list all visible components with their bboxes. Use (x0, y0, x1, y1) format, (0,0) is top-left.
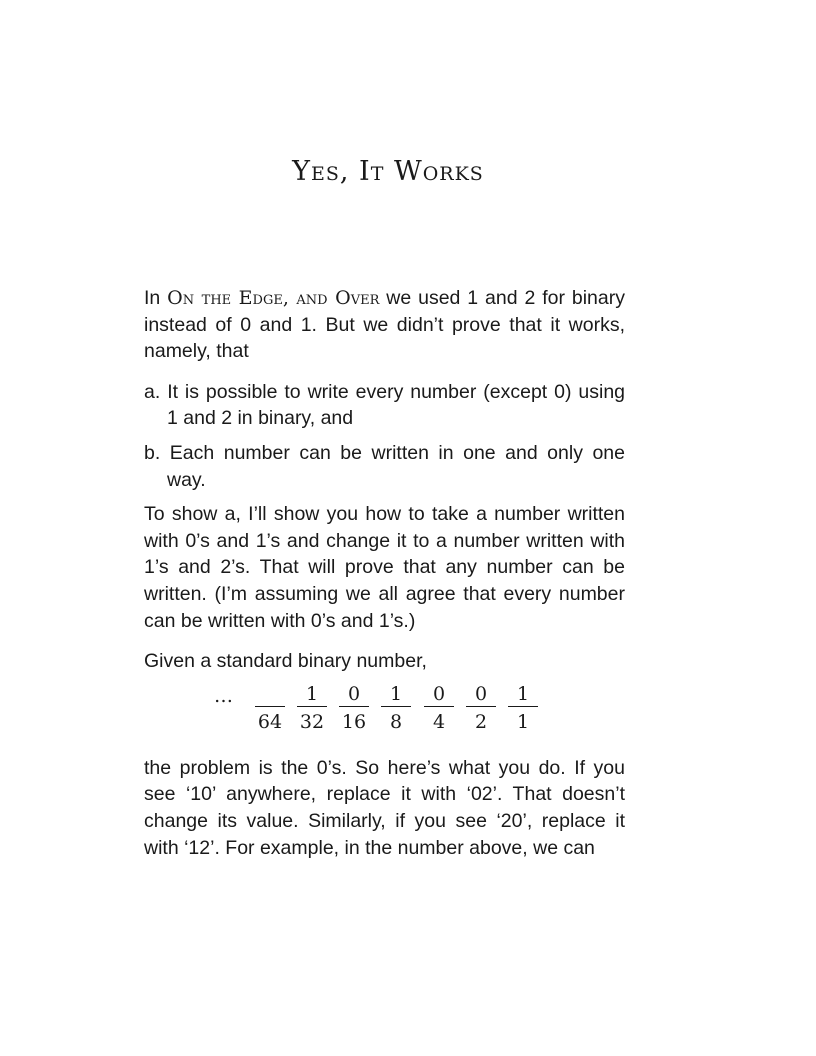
place-value: 4 (432, 710, 446, 733)
intro-rest: we used 1 and 2 for binary instead of 0 and 1. But we didn’t prove that it works, namely, that (144, 287, 625, 363)
page-title-text: Yes, It Works (292, 156, 484, 187)
place-2 (466, 683, 496, 735)
place-value: 2 (474, 710, 488, 733)
show-paragraph: To show a, I’ll show you how to take a number written with 0’s and 1’s and change it to a number written with 1’s and 2’s. That will prove that any number can be written. (I’m assuming we all agree that every number can be written with 0’s and 1’s.) (144, 503, 625, 632)
place-16 (339, 683, 369, 735)
place-digit: 1 (381, 683, 411, 707)
list-marker-a: a. (144, 380, 161, 403)
place-4 (424, 683, 454, 735)
place-digit (255, 683, 285, 707)
list-text-a: It is possible to write every number (except 0) using (167, 380, 626, 403)
place-digit: 0 (339, 683, 369, 707)
list-text-b-line2: way. (167, 468, 206, 491)
place-value: 16 (341, 710, 367, 733)
binary-number-diagram (144, 683, 625, 743)
list-text-a-line2: 1 and 2 in binary, and (167, 407, 354, 430)
place-digit: 0 (466, 683, 496, 707)
place-8 (381, 683, 411, 735)
place-value: 64 (257, 710, 283, 733)
place-digit: 1 (508, 683, 538, 707)
place-value: 8 (389, 710, 403, 733)
place-64 (255, 683, 285, 735)
place-digit: 0 (424, 683, 454, 707)
list-marker-b: b. (144, 441, 161, 464)
place-value: 1 (516, 710, 530, 733)
list-item-b (144, 440, 625, 493)
reference-title: On the Edge, and Over (167, 287, 380, 309)
page-title (0, 156, 776, 187)
intro-paragraph (144, 285, 625, 365)
list-item-a (144, 379, 625, 432)
place-32 (297, 683, 327, 735)
intro-lead: In (144, 287, 161, 309)
body-text (144, 285, 625, 875)
place-1 (508, 683, 538, 735)
problem-paragraph: the problem is the 0’s. So here’s what you do. If you see ‘10’ anywhere, replace it with ‘02’. That doesn’t change its value. Similarly, if you see ‘20’, replace it with ‘12’. For example, in the number above, we can (144, 756, 625, 859)
given-paragraph: Given a standard binary number, (144, 650, 427, 673)
list-text-b: Each number can be written in one and only one (169, 441, 625, 464)
place-digit: 1 (297, 683, 327, 707)
ellipsis: … (214, 684, 233, 707)
place-value: 32 (299, 710, 325, 733)
